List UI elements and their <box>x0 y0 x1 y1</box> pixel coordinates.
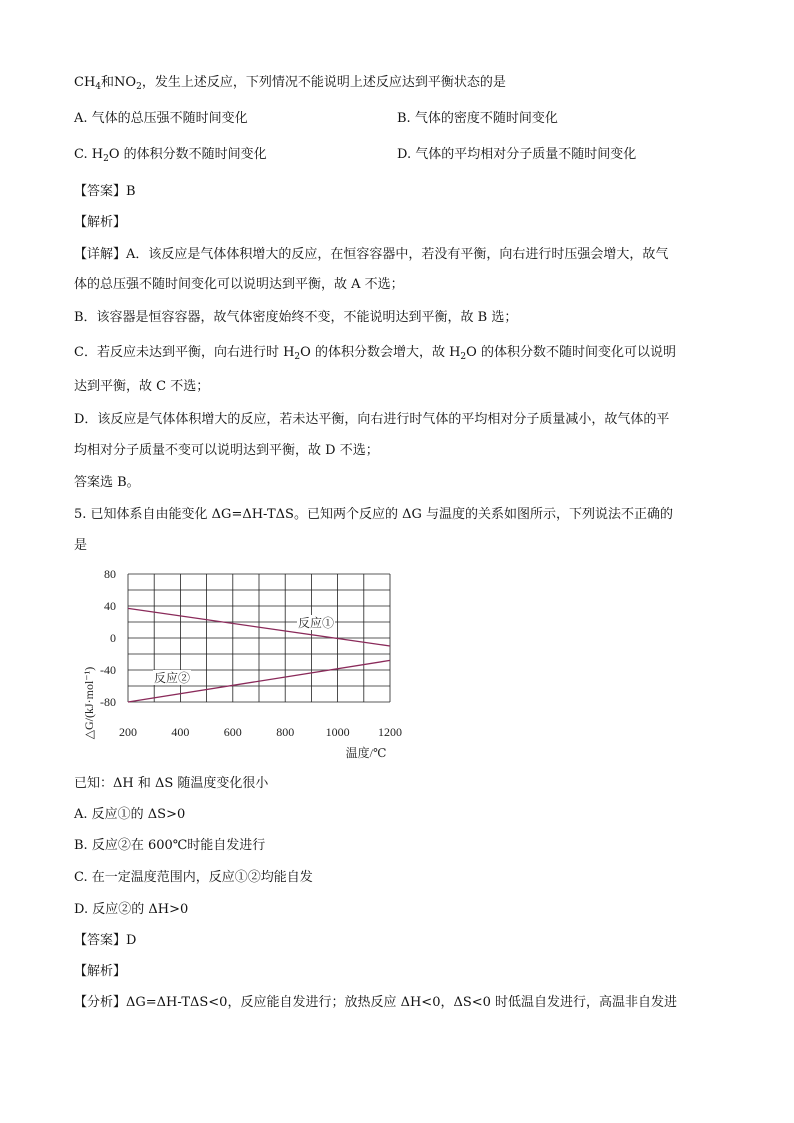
q5-option-a: A. 反应①的 ΔS>0 <box>74 807 186 822</box>
x-tick-label: 800 <box>276 725 295 739</box>
detail-line-3: B．该容器是恒容容器，故气体密度始终不变，不能说明达到平衡，故 B 选； <box>74 310 518 325</box>
x-tick-label: 400 <box>171 725 190 739</box>
series-label-reaction-2: 反应② <box>154 671 191 685</box>
series-label-reaction-1: 反应① <box>298 616 335 630</box>
detail-line-8: 答案选 B。 <box>74 475 140 490</box>
x-tick-label: 600 <box>223 725 242 739</box>
detail-line-6: D．该反应是气体体积增大的反应，若未达平衡，向右进行时气体的平均相对分子质量减小，故气体的平 <box>74 412 670 427</box>
detail-line-7: 均相对分子质量不变可以说明达到平衡，故 D 不选； <box>74 443 379 458</box>
detail-line-1: 【详解】A．该反应是气体体积增大的反应，在恒容容器中，若没有平衡，向右进行时压强会增大，故气 <box>74 247 669 262</box>
y-tick-label: 40 <box>104 599 116 613</box>
analysis-label: 【解析】 <box>74 215 127 230</box>
y-axis-label: △G/(kJ·mol⁻¹) <box>82 666 96 740</box>
detail-line-2: 体的总压强不随时间变化可以说明达到平衡，故 A 不选； <box>74 277 404 292</box>
answer-label: 【答案】B <box>74 184 136 199</box>
x-tick-label: 200 <box>119 725 137 739</box>
q5-option-c: C. 在一定温度范围内，反应①②均能自发 <box>74 870 313 885</box>
x-tick-labels <box>119 725 402 739</box>
option-c: C. $H_2O$ 的体积分数不随时间变化 <box>74 147 267 164</box>
x-axis-label: 温度/℃ <box>345 746 387 760</box>
y-tick-label: 0 <box>110 631 116 645</box>
x-tick-label: 1000 <box>325 725 350 739</box>
q5-option-b: B. 反应②在 600℃时能自发进行 <box>74 838 266 853</box>
option-a: A. 气体的总压强不随时间变化 <box>74 111 248 126</box>
option-d: D. 气体的平均相对分子质量不随时间变化 <box>397 147 637 162</box>
q5-analysis-label: 【解析】 <box>74 964 127 979</box>
delta-g-temperature-chart <box>72 562 412 762</box>
detail-line-5: 达到平衡，故 C 不选； <box>74 379 210 394</box>
x-tick-label: 1200 <box>378 725 402 739</box>
q5-answer: 【答案】D <box>74 933 137 948</box>
q5-known: 已知：ΔH 和 ΔS 随温度变化很小 <box>74 776 269 791</box>
y-tick-labels <box>100 567 116 709</box>
q5-stem-2: 是 <box>74 538 88 553</box>
y-tick-label: -40 <box>100 663 116 677</box>
detail-line-4: C．若反应未达到平衡，向右进行时 $H_2O$ 的体积分数会增大，故 $H_2O$ 的体积分数不随时间变化可以说明 <box>74 345 676 362</box>
option-b: B. 气体的密度不随时间变化 <box>397 111 558 126</box>
q5-option-d: D. 反应②的 ΔH>0 <box>74 902 189 917</box>
y-tick-label: 80 <box>104 567 116 581</box>
y-tick-label: -80 <box>100 695 116 709</box>
question-stem: $CH_4$和$NO_2$，发生上述反应，下列情况不能说明上述反应达到平衡状态的是 <box>74 75 506 92</box>
q5-stem-1: 5. 已知体系自由能变化 ΔG=ΔH-TΔS。已知两个反应的 ΔG 与温度的关系如图所示，下列说法不正确的 <box>74 507 673 522</box>
q5-analysis-line-1: 【分析】ΔG=ΔH-TΔS<0，反应能自发进行；放热反应 ΔH<0，ΔS<0 时低温自发进行，高温非自发进 <box>74 995 678 1010</box>
